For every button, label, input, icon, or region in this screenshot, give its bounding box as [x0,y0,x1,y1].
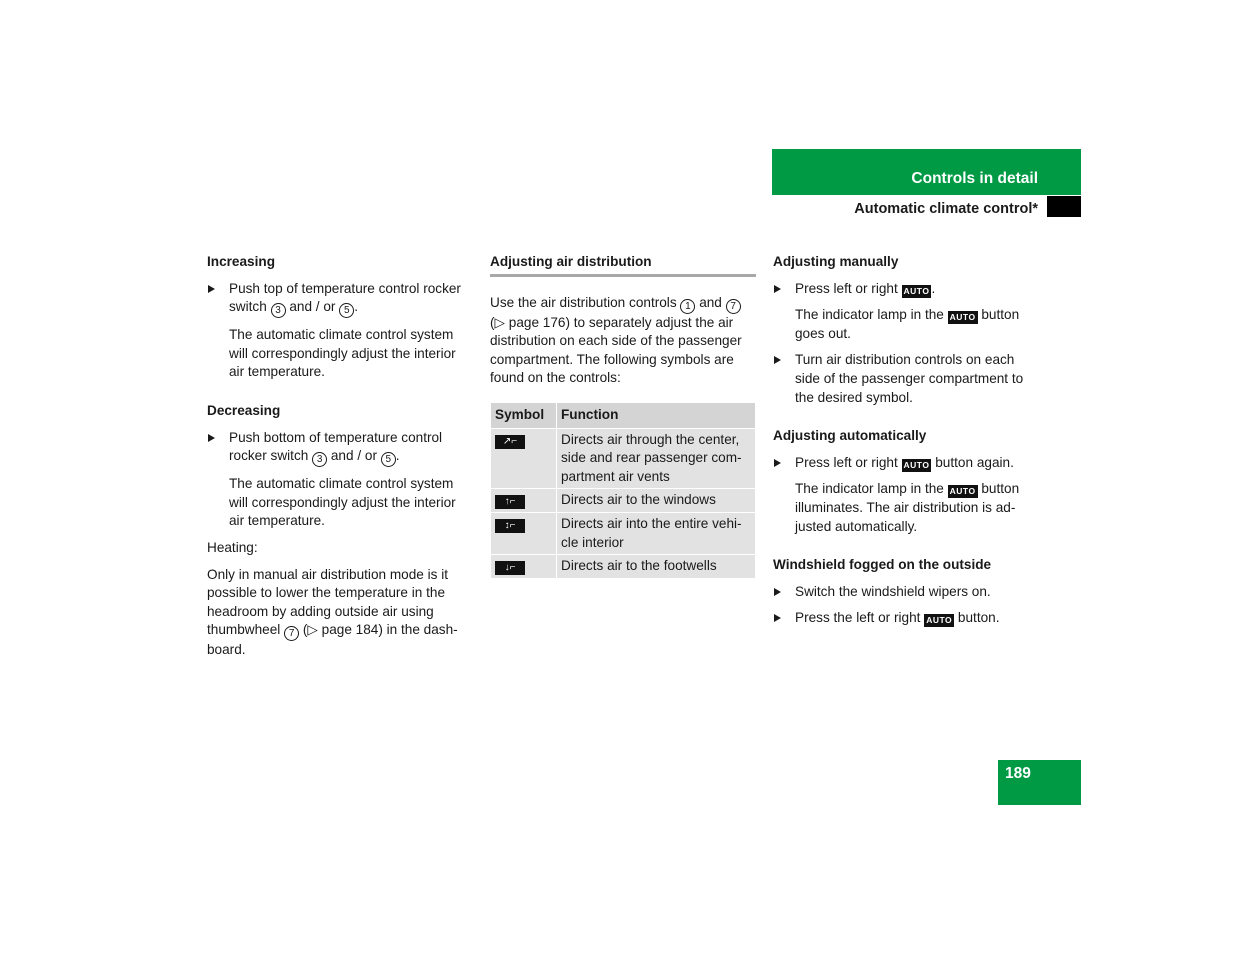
bullet-automatic-press: Press left or right AUTO button again. [773,454,1041,473]
air-footwells-icon: ↓⌐ [495,561,525,575]
bullet-manual-press: Press left or right AUTO . [773,280,1041,299]
auto-key-icon: AUTO [903,459,930,470]
bullet-windshield-wipers: Switch the windshield wipers on. [773,583,1041,602]
table-row [491,512,756,554]
function-cell: Directs air to the windows [557,489,756,513]
function-cell: Directs air into the entire vehi-cle interior [557,512,756,554]
subsection-title: Automatic climate control* [854,201,1038,217]
table-row [491,555,756,579]
note-manual: The indicator lamp in the AUTO button goes out. [795,307,1020,341]
auto-key-icon: AUTO [949,312,976,323]
heading-windshield: Windshield fogged on the outside [773,557,992,573]
header-marker-block [1047,196,1081,217]
callout-number: 3 [271,303,286,318]
page-number-box [998,760,1081,805]
table-header-row [491,402,756,428]
function-cell: Directs air through the center, side and rear passenger com-partment air vents [557,428,756,489]
callout-number: 5 [339,303,354,318]
section-header-bar [772,149,1081,195]
table-row [491,428,756,489]
heading-air-distribution: Adjusting air distribution [490,253,756,277]
callout-number: 5 [381,452,396,467]
heading-increasing: Increasing [207,254,275,269]
bullet-arrow-icon [774,356,781,364]
bullet-arrow-icon [774,459,781,467]
auto-key-icon: AUTO [949,486,976,497]
air-windows-icon: ↑⌐ [495,495,525,509]
table-row [491,489,756,513]
air-entire-interior-icon: ↕⌐ [495,519,525,533]
column-left [207,253,472,668]
bullet-manual-turn: Turn air distribution controls on each side of the passenger compartment to the desired symbol. [773,351,1041,407]
bullet-increasing: Push top of temperature control rocker switch 3 and / or 5 . [207,280,472,319]
note-automatic: The indicator lamp in the AUTO button illuminates. The air distribution is ad-justed automatically. [795,481,1020,534]
section-title: Controls in detail [911,170,1038,188]
heading-manual: Adjusting manually [773,254,899,269]
air-distribution-intro: Use the air distribution controls 1 and 7 (▷ page 176) to separately adjust the air distribution on each side of the passenger compartment. The following symbols are found on the controls: [490,294,742,386]
callout-number: 1 [680,299,695,314]
note-decreasing: The automatic climate control system will correspondingly adjust the interior air temperature. [229,476,456,529]
callout-number: 7 [726,299,741,314]
bullet-windshield-press: Press the left or right AUTO button. [773,609,1041,628]
page-ref-link[interactable]: (▷ page 176) to separately adjust the air distribution on each side of the passenger compartment. The following symbols are found on the controls: [490,314,742,386]
auto-key-icon: AUTO [926,615,953,626]
heading-automatic: Adjusting automatically [773,428,927,444]
page-number: 189 [1005,765,1031,782]
callout-number: 7 [284,626,299,641]
symbol-table [490,402,756,579]
function-cell: Directs air to the footwells [557,555,756,579]
column-right [773,253,1041,636]
air-vent-center-icon: ↗⌐ [495,435,525,449]
note-increasing: The automatic climate control system will correspondingly adjust the interior air temperature. [229,327,456,380]
heading-decreasing: Decreasing [207,402,281,418]
bullet-arrow-icon [774,614,781,622]
auto-key-icon: AUTO [903,285,930,296]
bullet-arrow-icon [208,285,215,293]
heating-text: Only in manual air distribution mode is it possible to lower the temperature in the headroom by adding outside air using thumbwheel 7 (▷ page 184) in the dash-board. [207,566,458,658]
column-header-symbol: Symbol [491,402,557,428]
column-header-function: Function [557,402,756,428]
column-middle [490,253,756,579]
page-ref-link[interactable]: (▷ page 184) in the dash-board. [207,622,458,658]
bullet-decreasing: Push bottom of temperature control rocker switch 3 and / or 5 . [207,429,472,468]
bullet-arrow-icon [208,434,215,442]
bullet-arrow-icon [774,588,781,596]
bullet-arrow-icon [774,285,781,293]
heating-label: Heating: [207,539,258,555]
callout-number: 3 [312,452,327,467]
